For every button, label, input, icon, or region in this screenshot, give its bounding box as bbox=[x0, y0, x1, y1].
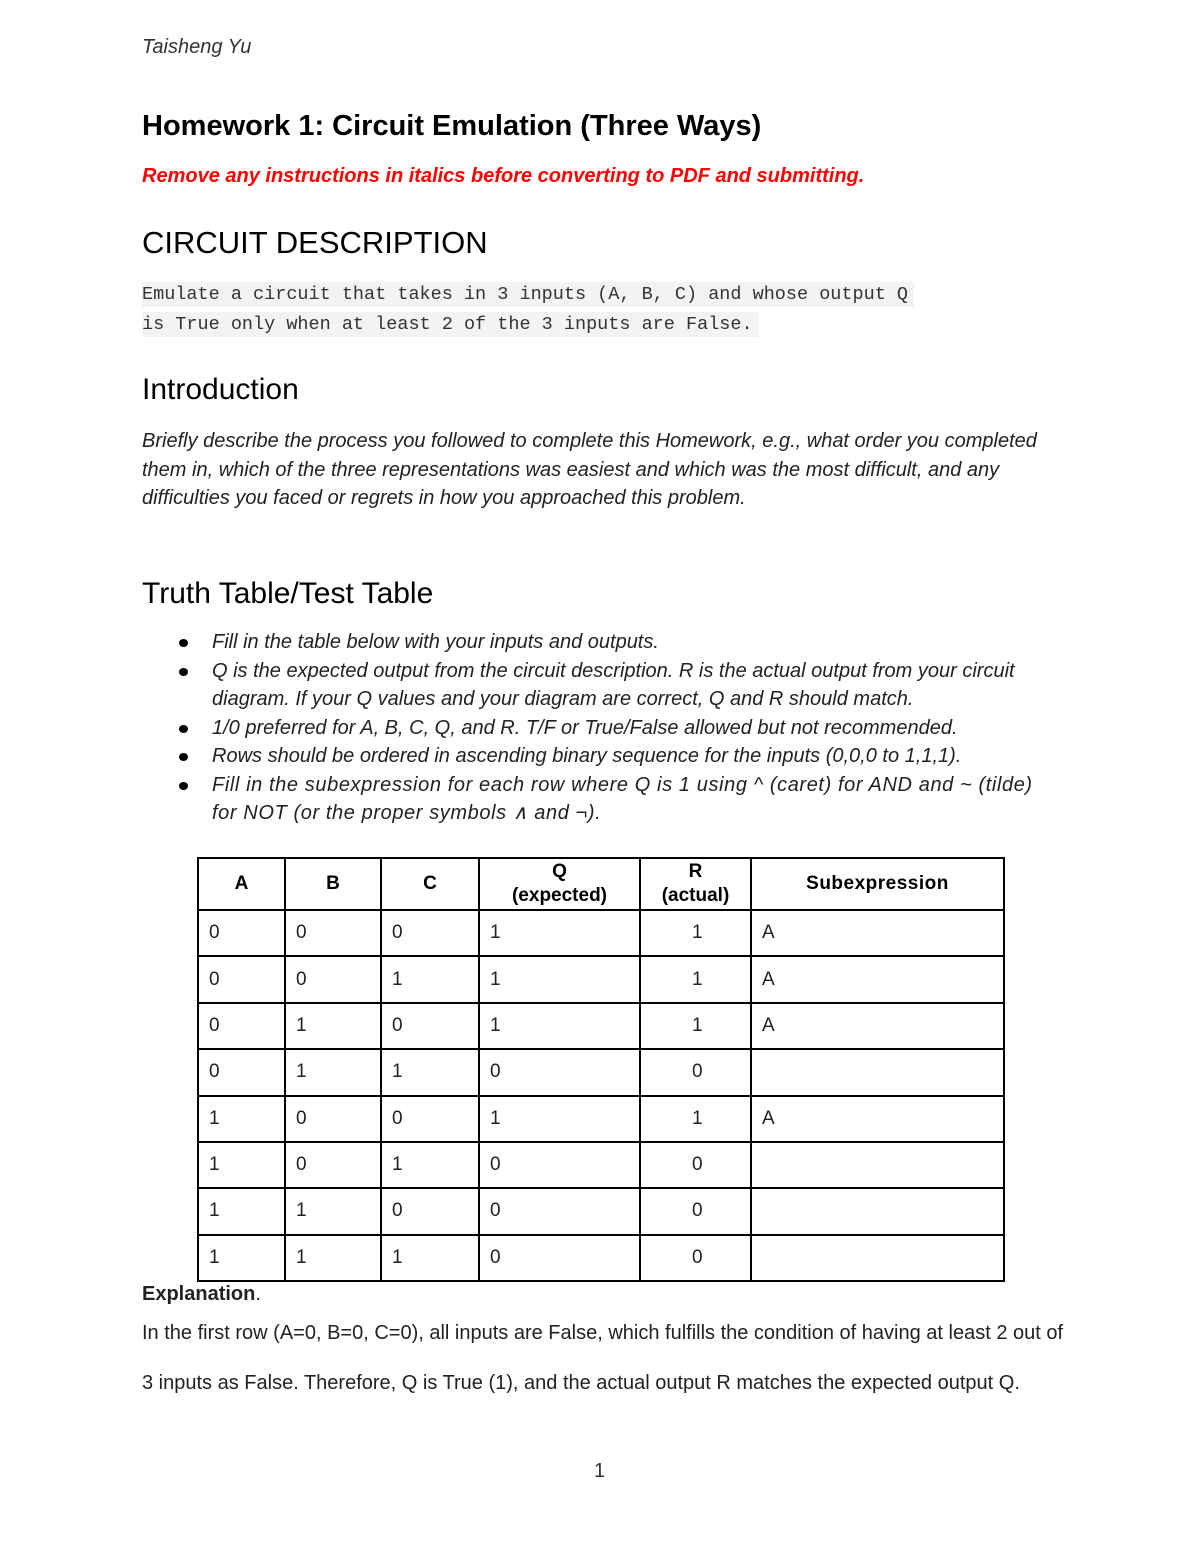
instruction-item bbox=[142, 657, 1042, 714]
document-title: Homework 1: Circuit Emulation (Three Ways) bbox=[142, 110, 762, 142]
cell-q: 0 bbox=[479, 1235, 640, 1281]
truth-table-instructions bbox=[142, 628, 1042, 828]
cell-q: 1 bbox=[479, 956, 640, 1002]
explanation-label-suffix: . bbox=[255, 1283, 261, 1305]
circuit-description-block bbox=[142, 280, 1048, 340]
instruction-item bbox=[142, 714, 1042, 743]
cell-b: 1 bbox=[285, 1235, 381, 1281]
cell-b: 1 bbox=[285, 1003, 381, 1049]
truth-table-body bbox=[198, 910, 1004, 1281]
instruction-text: Fill in the subexpression for each row where Q is 1 using ^ (caret) for AND and ~ (tilde) for NOT (or the proper symbols ∧ and ¬). bbox=[212, 773, 1033, 824]
bullet-icon bbox=[179, 725, 188, 733]
cell-c: 0 bbox=[381, 1096, 479, 1142]
introduction-heading: Introduction bbox=[142, 373, 299, 406]
cell-c: 0 bbox=[381, 1003, 479, 1049]
column-header-a: A bbox=[198, 858, 285, 910]
column-header-b: B bbox=[285, 858, 381, 910]
cell-q: 0 bbox=[479, 1188, 640, 1234]
page-number: 1 bbox=[594, 1460, 606, 1482]
cell-a: 1 bbox=[198, 1142, 285, 1188]
cell-b: 1 bbox=[285, 1188, 381, 1234]
cell-q: 1 bbox=[479, 1003, 640, 1049]
table-row bbox=[198, 910, 1004, 956]
truth-table-header-row bbox=[198, 858, 1004, 910]
column-header-r bbox=[640, 858, 751, 910]
bullet-icon bbox=[179, 753, 188, 761]
cell-c: 1 bbox=[381, 956, 479, 1002]
instruction-text: Fill in the table below with your inputs and outputs. bbox=[212, 631, 659, 653]
table-row bbox=[198, 1235, 1004, 1281]
column-header-q-label: Q bbox=[552, 861, 567, 882]
circuit-description-line-1: Emulate a circuit that takes in 3 inputs (A, B, C) and whose output Q bbox=[142, 282, 914, 307]
truth-table-heading: Truth Table/Test Table bbox=[142, 577, 434, 610]
cell-subexpression: A bbox=[751, 910, 1004, 956]
cell-q: 0 bbox=[479, 1142, 640, 1188]
cell-b: 0 bbox=[285, 910, 381, 956]
cell-c: 1 bbox=[381, 1049, 479, 1095]
cell-a: 0 bbox=[198, 1049, 285, 1095]
cell-q: 1 bbox=[479, 1096, 640, 1142]
submission-warning: Remove any instructions in italics before converting to PDF and submitting. bbox=[142, 165, 865, 187]
cell-r: 1 bbox=[640, 1096, 751, 1142]
cell-subexpression bbox=[751, 1142, 1004, 1188]
instruction-item bbox=[142, 742, 1042, 771]
cell-q: 1 bbox=[479, 910, 640, 956]
column-header-r-sublabel: (actual) bbox=[661, 885, 730, 906]
cell-b: 0 bbox=[285, 1142, 381, 1188]
explanation-label: Explanation bbox=[142, 1283, 256, 1305]
cell-subexpression bbox=[751, 1188, 1004, 1234]
cell-c: 1 bbox=[381, 1142, 479, 1188]
table-row bbox=[198, 1142, 1004, 1188]
bullet-icon bbox=[179, 668, 188, 676]
cell-a: 0 bbox=[198, 910, 285, 956]
cell-subexpression bbox=[751, 1049, 1004, 1095]
author-name: Taisheng Yu bbox=[142, 36, 252, 58]
bullet-icon bbox=[179, 639, 188, 647]
cell-b: 1 bbox=[285, 1049, 381, 1095]
circuit-description-line-2: is True only when at least 2 of the 3 inputs are False. bbox=[142, 312, 759, 337]
cell-r: 0 bbox=[640, 1049, 751, 1095]
table-row bbox=[198, 1003, 1004, 1049]
table-row bbox=[198, 956, 1004, 1002]
circuit-description-heading: CIRCUIT DESCRIPTION bbox=[142, 225, 488, 260]
explanation-heading bbox=[142, 1283, 261, 1306]
cell-subexpression: A bbox=[751, 1096, 1004, 1142]
cell-subexpression bbox=[751, 1235, 1004, 1281]
cell-c: 0 bbox=[381, 1188, 479, 1234]
cell-r: 1 bbox=[640, 910, 751, 956]
cell-a: 1 bbox=[198, 1096, 285, 1142]
bullet-icon bbox=[179, 782, 188, 790]
column-header-c: C bbox=[381, 858, 479, 910]
cell-a: 0 bbox=[198, 956, 285, 1002]
instruction-text: 1/0 preferred for A, B, C, Q, and R. T/F or True/False allowed but not recommended. bbox=[212, 716, 958, 739]
cell-a: 0 bbox=[198, 1003, 285, 1049]
cell-r: 0 bbox=[640, 1142, 751, 1188]
column-header-q-sublabel: (expected) bbox=[511, 885, 608, 906]
instruction-text: Q is the expected output from the circuit description. R is the actual output from your circuit diagram. If your Q values and your diagram are correct, Q and R should match. bbox=[212, 659, 1015, 710]
cell-b: 0 bbox=[285, 1096, 381, 1142]
explanation-text: In the first row (A=0, B=0, C=0), all inputs are False, which fulfills the condition of having at least 2 out of 3 inputs as False. Therefore, Q is True (1), and the actual output R matches the expected output Q. bbox=[142, 1322, 1064, 1394]
introduction-instructions: Briefly describe the process you followed to complete this Homework, e.g., what order you completed them in, which of the three representations was easiest and which was the most difficult, and any difficulties you faced or regrets in how you approached this problem. bbox=[142, 430, 1037, 509]
instruction-text: Rows should be ordered in ascending binary sequence for the inputs (0,0,0 to 1,1,1). bbox=[212, 745, 962, 767]
cell-r: 0 bbox=[640, 1188, 751, 1234]
cell-a: 1 bbox=[198, 1235, 285, 1281]
cell-r: 0 bbox=[640, 1235, 751, 1281]
cell-c: 1 bbox=[381, 1235, 479, 1281]
instruction-item bbox=[142, 771, 1042, 828]
column-header-r-label: R bbox=[688, 861, 703, 882]
table-row bbox=[198, 1188, 1004, 1234]
truth-table bbox=[197, 857, 1005, 1282]
instruction-item bbox=[142, 628, 1042, 657]
cell-subexpression: A bbox=[751, 956, 1004, 1002]
column-header-q bbox=[479, 858, 640, 910]
cell-r: 1 bbox=[640, 956, 751, 1002]
table-row bbox=[198, 1096, 1004, 1142]
table-row bbox=[198, 1049, 1004, 1095]
cell-b: 0 bbox=[285, 956, 381, 1002]
cell-r: 1 bbox=[640, 1003, 751, 1049]
cell-a: 1 bbox=[198, 1188, 285, 1234]
column-header-subexpression: Subexpression bbox=[751, 858, 1004, 910]
cell-subexpression: A bbox=[751, 1003, 1004, 1049]
cell-c: 0 bbox=[381, 910, 479, 956]
cell-q: 0 bbox=[479, 1049, 640, 1095]
